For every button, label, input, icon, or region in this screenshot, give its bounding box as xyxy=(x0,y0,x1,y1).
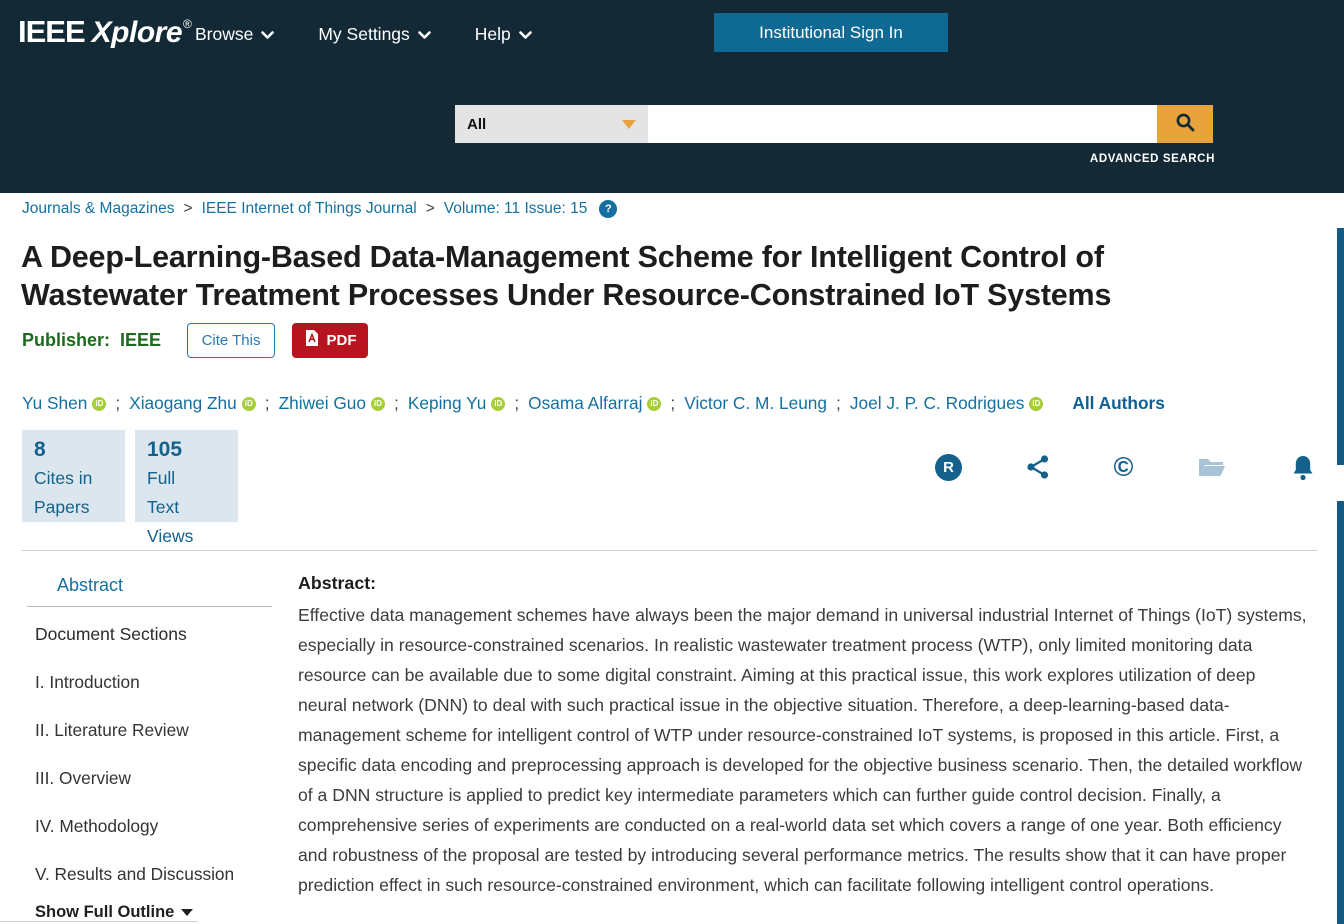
folder-icon[interactable] xyxy=(1197,455,1227,479)
pdf-button[interactable] xyxy=(292,323,368,358)
alerts-bell-icon[interactable] xyxy=(1291,454,1315,481)
search-scope-dropdown[interactable] xyxy=(455,105,648,143)
site-header xyxy=(0,0,1344,193)
sidebar-item-methodology[interactable]: IV. Methodology xyxy=(35,816,159,836)
sidebar-item-abstract[interactable]: Abstract xyxy=(57,575,124,595)
orcid-icon[interactable]: iD xyxy=(647,397,661,411)
show-full-outline-label: Show Full Outline xyxy=(35,903,175,921)
full-text-views-metric[interactable] xyxy=(135,430,238,546)
sidebar-bottom-divider xyxy=(0,921,198,922)
publisher-row xyxy=(22,322,368,358)
help-question-icon[interactable]: ? xyxy=(599,200,617,218)
search-bar xyxy=(455,105,1213,143)
sidebar-item-literature-review[interactable]: II. Literature Review xyxy=(35,720,189,740)
search-button[interactable] xyxy=(1157,105,1213,143)
sidebar-document-sections-label: Document Sections xyxy=(35,624,187,644)
views-label-line: Full xyxy=(147,468,176,488)
orcid-icon[interactable]: iD xyxy=(491,397,505,411)
nav-help[interactable] xyxy=(475,24,532,45)
document-actions xyxy=(935,452,1315,482)
nav-browse-label: Browse xyxy=(195,24,254,44)
author-link[interactable]: Keping Yu xyxy=(407,393,487,413)
author-separator: ; xyxy=(394,393,399,413)
caret-down-icon xyxy=(622,120,636,129)
abstract-text: Effective data management schemes have always been the major demand in universal industrial Internet of Things (IoT) systems, especially in resource-constrained scenarios. In realistic wastewater treatment process (WTP), only limited monitoring data resource can be available due to some digital constraint. Aiming at this practical issue, this work explores utilization of deep neural network (DNN) to deal with such practical issue in the objective situation. Therefore, a deep-learning-based data-management scheme for intelligent control of WTP under resource-constrained IoT systems, is proposed in this article. First, a specific data encoding and preprocessing approach is developed for the objective business scenario. Then, the detailed workflow of a DNN structure is applied to predict key intermediate parameters which can further guide control decision. Finally, a comprehensive series of experiments are conducted on a real-world data set which covers a range of one year. Both efficiency and robustness of the proposal are tested by introducing several performance metrics. The results show that it can have proper prediction effect in such resource-constrained environment, which can facilitate following intelligent control operations. xyxy=(298,605,1307,895)
cites-label-line: Papers xyxy=(34,497,90,517)
nav-help-label: Help xyxy=(474,24,511,44)
orcid-icon[interactable]: iD xyxy=(1029,397,1043,411)
author-link[interactable]: Joel J. P. C. Rodrigues xyxy=(849,393,1025,413)
chevron-down-icon xyxy=(261,24,274,45)
orcid-icon[interactable]: iD xyxy=(371,397,385,411)
metrics-row xyxy=(22,430,238,546)
pdf-file-icon xyxy=(304,329,320,351)
cite-this-button[interactable]: Cite This xyxy=(187,323,275,358)
ieee-xplore-logo[interactable] xyxy=(18,14,192,50)
author-separator: ; xyxy=(670,393,676,413)
sidebar-divider xyxy=(27,606,272,607)
advanced-search-link[interactable]: ADVANCED SEARCH xyxy=(1089,153,1215,165)
nav-my-settings-label: My Settings xyxy=(318,24,410,44)
publisher-name: IEEE xyxy=(120,329,162,350)
top-nav xyxy=(195,24,532,45)
chevron-down-icon xyxy=(418,24,431,45)
breadcrumb-journal[interactable]: IEEE Internet of Things Journal xyxy=(201,200,417,217)
search-input[interactable] xyxy=(648,105,1157,143)
author-link[interactable]: Xiaogang Zhu xyxy=(129,393,237,413)
author-separator: ; xyxy=(115,393,121,413)
sidebar-item-results-discussion[interactable]: V. Results and Discussion xyxy=(35,864,235,884)
registered-mark: ® xyxy=(183,17,192,31)
r-badge-icon[interactable]: R xyxy=(935,454,962,481)
nav-browse[interactable] xyxy=(195,24,274,45)
section-divider xyxy=(22,550,1317,551)
cites-label-line: Cites in xyxy=(34,468,93,488)
views-count: 105 xyxy=(147,438,183,461)
orcid-icon[interactable]: iD xyxy=(92,397,106,411)
logo-xplore-text: Xplore xyxy=(91,16,183,49)
publisher-label: Publisher: xyxy=(22,329,111,350)
breadcrumb xyxy=(22,200,617,218)
pdf-button-label: PDF xyxy=(326,331,357,349)
author-separator: ; xyxy=(264,393,270,413)
author-separator: ; xyxy=(514,393,520,413)
caret-down-icon xyxy=(181,909,193,916)
breadcrumb-journals-magazines[interactable]: Journals & Magazines xyxy=(22,200,175,217)
scrollbar-thumb[interactable] xyxy=(1337,228,1344,465)
views-label-line: Views xyxy=(147,526,194,546)
author-link[interactable]: Victor C. M. Leung xyxy=(684,393,828,413)
cites-count: 8 xyxy=(34,438,46,461)
copyright-icon[interactable]: © xyxy=(1113,451,1134,482)
chevron-down-icon xyxy=(519,24,532,45)
authors-row xyxy=(22,393,1322,414)
nav-my-settings[interactable] xyxy=(318,24,430,45)
author-separator: ; xyxy=(836,393,841,413)
show-full-outline-toggle[interactable] xyxy=(35,903,193,922)
search-icon xyxy=(1175,112,1196,136)
views-label-line: Text xyxy=(147,497,180,517)
all-authors-link[interactable]: All Authors xyxy=(1072,393,1165,413)
orcid-icon[interactable]: iD xyxy=(242,397,256,411)
abstract-heading: Abstract: xyxy=(298,573,377,593)
author-link[interactable]: Zhiwei Guo xyxy=(278,393,367,413)
share-icon[interactable] xyxy=(1026,454,1050,480)
sidebar-item-introduction[interactable]: I. Introduction xyxy=(35,672,140,692)
breadcrumb-separator: > xyxy=(425,200,435,217)
author-link[interactable]: Yu Shen xyxy=(22,393,88,413)
sidebar-item-overview[interactable]: III. Overview xyxy=(35,768,132,788)
cites-in-papers-metric[interactable] xyxy=(22,430,125,522)
author-link[interactable]: Osama Alfarraj xyxy=(528,393,643,413)
logo-ieee-text: IEEE xyxy=(18,14,85,49)
page-title: A Deep-Learning-Based Data-Management Scheme for Intelligent Control of Wastewater Treatment Processes Under Resource-Constrained IoT Systems xyxy=(21,240,1112,312)
breadcrumb-separator: > xyxy=(183,200,193,217)
scrollbar-thumb[interactable] xyxy=(1337,501,1344,924)
search-scope-value: All xyxy=(467,115,487,133)
breadcrumb-volume-issue[interactable]: Volume: 11 Issue: 15 xyxy=(443,200,588,217)
institutional-sign-in-button[interactable]: Institutional Sign In xyxy=(714,13,948,52)
